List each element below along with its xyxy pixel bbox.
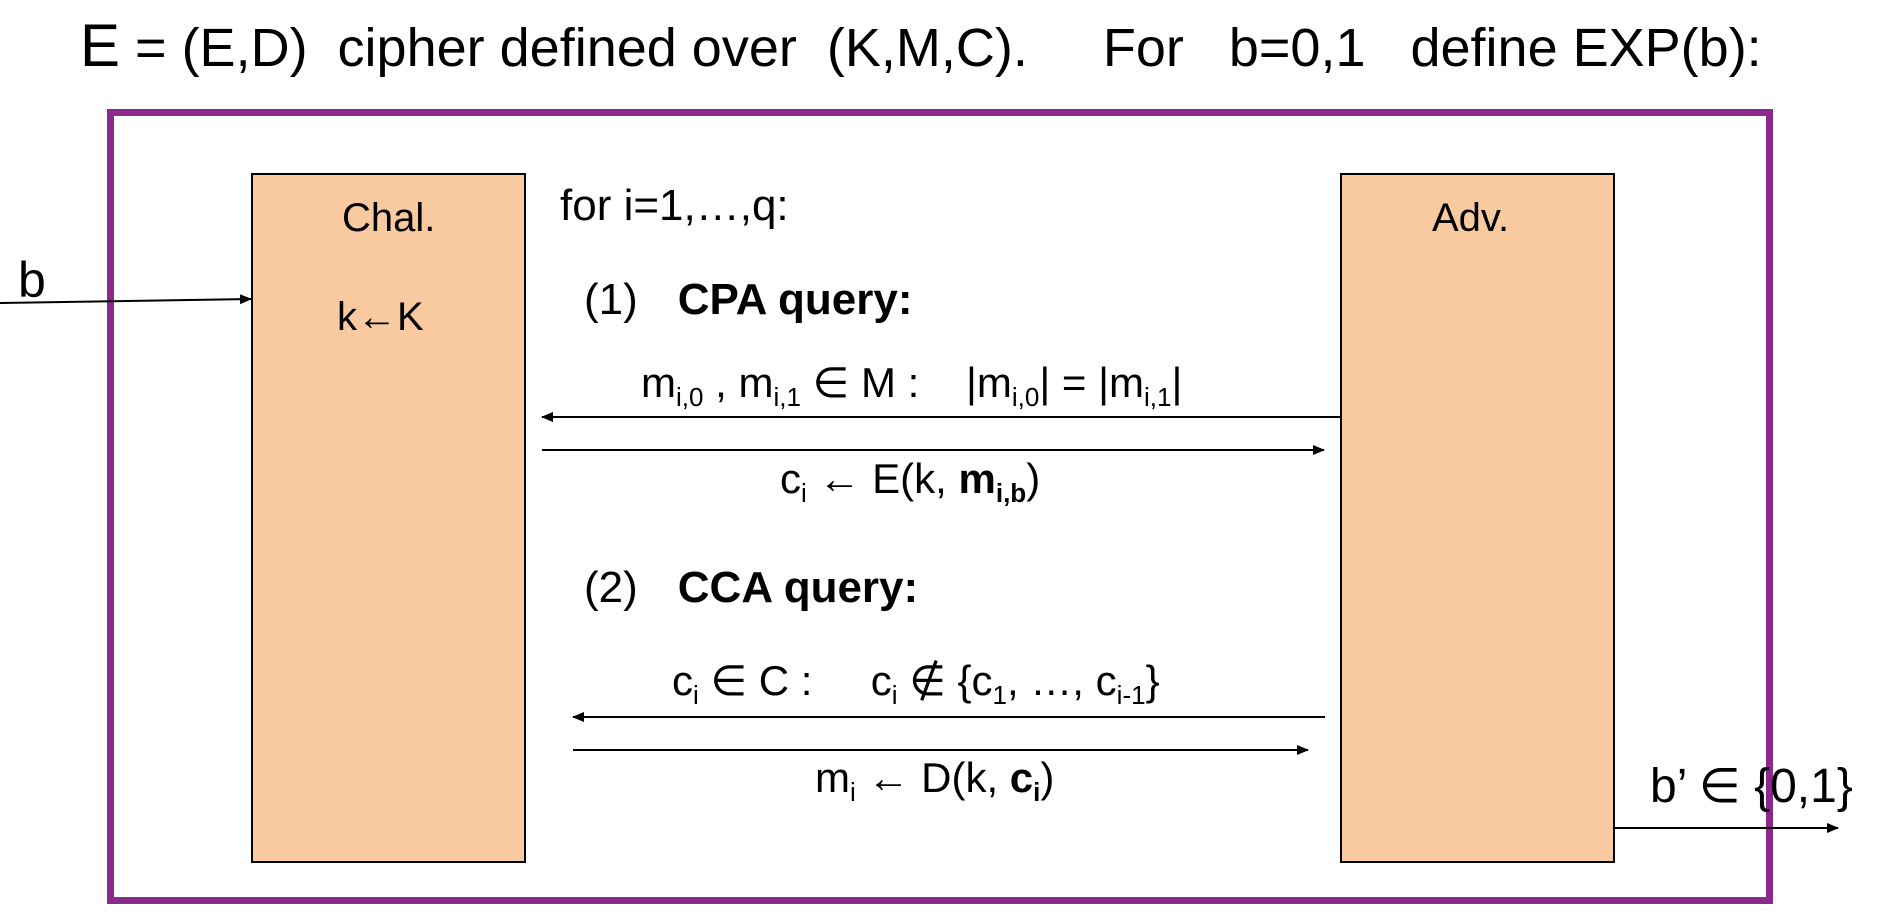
cca-query-message: $c_i$ ∈ C : $c_i$ ∉ {$c_1$, …, $c_{i-1}$}	[672, 657, 1160, 711]
input-b-label: b	[18, 252, 46, 308]
cpa-query-message: $m_{i,0}$ , $m_{i,1}$ ∈ M : $|m_{i,0}| = |m_{i,1}|$	[641, 359, 1183, 413]
input-b-arrow	[0, 299, 251, 303]
cca-number: (2)	[584, 563, 638, 612]
adversary-label: Adv.	[1432, 196, 1510, 240]
cpa-label: CPA query:	[677, 275, 913, 324]
title-text: = (E,D) cipher defined over (K,M,C). For b=0,1 define EXP(b):	[120, 18, 1762, 78]
cca-response-message: $m_i$ ← D(k, $c_i$)	[815, 754, 1055, 808]
title-e-symbol: E	[80, 12, 121, 79]
cpa-response-message: $c_i$ ← E(k, $m_{i,b}$)	[780, 455, 1041, 509]
challenger-keygen: k←K	[337, 295, 424, 339]
output-b-prime: b’ ∈ {0,1}	[1650, 760, 1853, 813]
cca-label: CCA query:	[677, 563, 919, 612]
loop-header: for i=1,…,q:	[560, 181, 789, 230]
challenger-label: Chal.	[342, 196, 436, 240]
cpa-number: (1)	[584, 275, 638, 324]
